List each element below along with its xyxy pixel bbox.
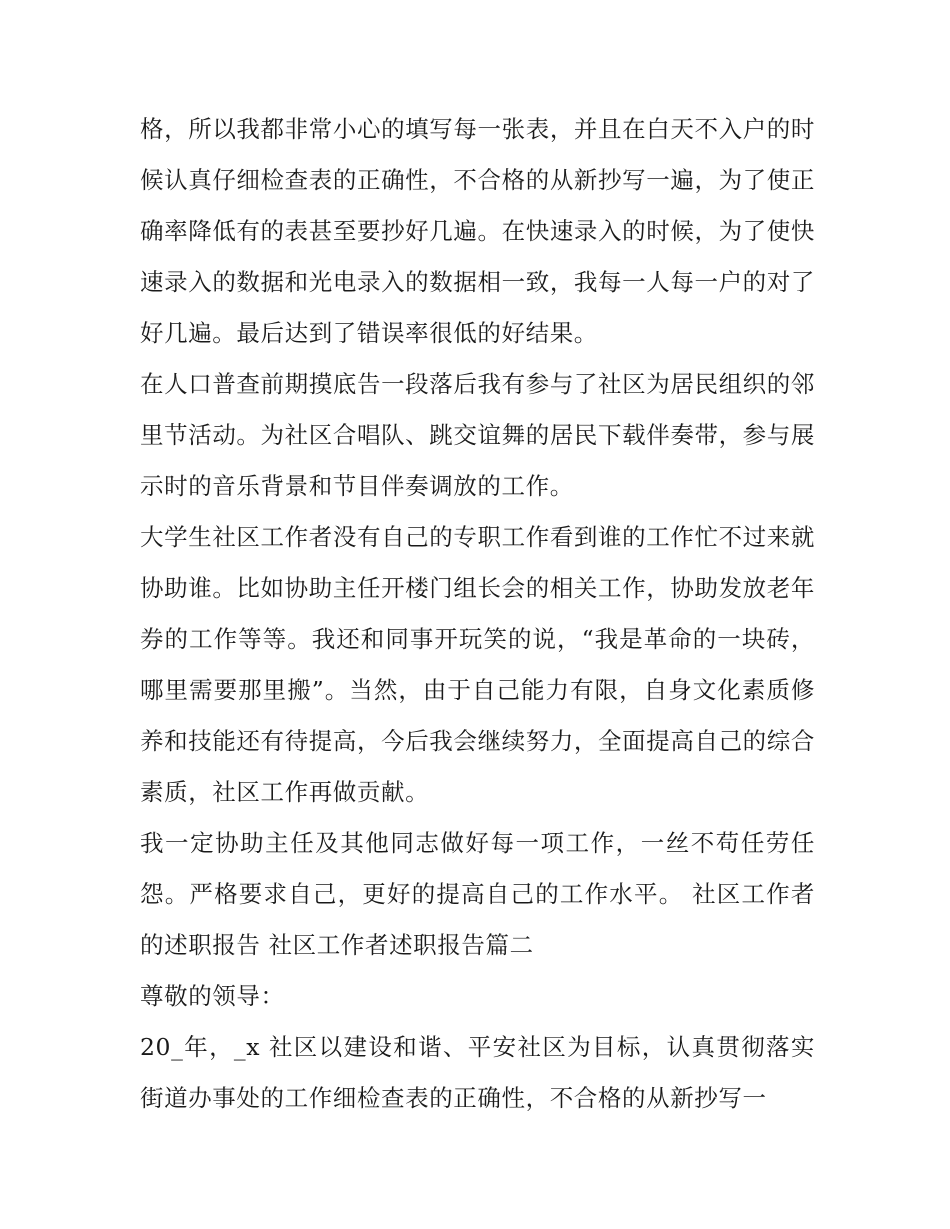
salutation: 尊敬的领导： <box>140 982 285 1010</box>
paragraph-3: 大学生社区工作者没有自己的专职工作看到谁的工作忙不过来就协助谁。比如协助主任开楼门组长会的相关工作，协助发放老年券的工作等等。我还和同事开玩笑的说，“我是革命的一块砖，哪里需要那里搬”。当然，由于自己能力有限，自身文化素质修养和技能还有待提高，今后我会继续努力，全面提高自己的综合素质，社区工作再做贡献。 <box>140 523 815 806</box>
paragraph-1: 格，所以我都非常小心的填写每一张表，并且在白天不入户的时候认真仔细检查表的正确性，不合格的从新抄写一遍，为了使正确率降低有的表甚至要抄好几遍。在快速录入的时候，为了使快速录入的数据和光电录入的数据相一致，我每一人每一户的对了好几遍。最后达到了错误率很低的好结果。 <box>140 115 815 347</box>
paragraph-5: 20_年，_x 社区以建设和谐、平安社区为目标，认真贯彻落实街道办事处的工作细检查表的正确性，不合格的从新抄写一 <box>140 1033 815 1112</box>
paragraph-4: 我一定协助主任及其他同志做好每一项工作，一丝不苟任劳任怨。严格要求自己，更好的提高自己的工作水平。 社区工作者的述职报告 社区工作者述职报告篇二 <box>140 829 815 959</box>
paragraph-2: 在人口普查前期摸底告一段落后我有参与了社区为居民组织的邻里节活动。为社区合唱队、跳交谊舞的居民下载伴奏带，参与展示时的音乐背景和节目伴奏调放的工作。 <box>140 370 815 500</box>
document-body <box>140 104 815 1124</box>
